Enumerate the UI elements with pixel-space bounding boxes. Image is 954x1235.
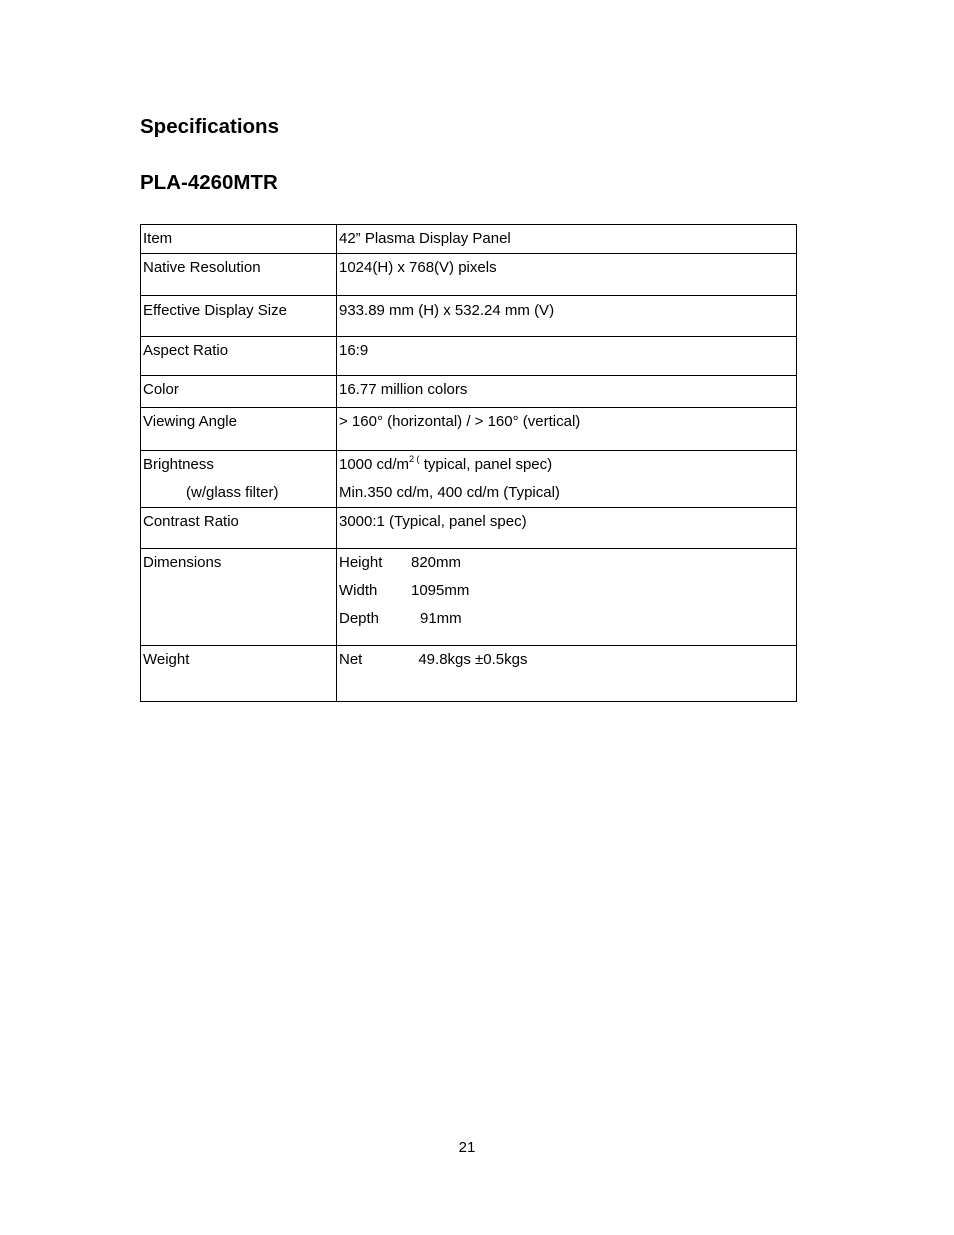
net-label: Net [339,651,363,668]
table-row [141,646,797,702]
brightness-value-2: Min.350 cd/m, 400 cd/m (Typical) [339,484,560,501]
effective-display-size-value: 933.89 mm (H) x 532.24 mm (V) [337,296,797,337]
contrast-ratio-label: Contrast Ratio [141,508,337,549]
brightness-value-sup: 2 ( [409,454,420,464]
table-row [141,451,797,508]
aspect-ratio-label: Aspect Ratio [141,337,337,376]
brightness-value [339,451,796,479]
native-resolution-value: 1024(H) x 768(V) pixels [337,254,797,296]
viewing-angle-label: Viewing Angle [141,408,337,451]
section-title: Specifications [140,115,279,138]
brightness-label-cell [141,451,337,508]
color-label: Color [141,376,337,408]
depth-label: Depth [339,610,380,627]
weight-label: Weight [141,646,337,702]
dimension-height [339,549,796,577]
viewing-angle-value: > 160° (horizontal) / > 160° (vertical) [337,408,797,451]
table-row [141,549,797,646]
height-label: Height [339,554,383,571]
native-resolution-label: Native Resolution [141,254,337,296]
dimensions-value-cell [337,549,797,646]
dimension-width [339,577,796,605]
width-value: 1095mm [411,582,470,599]
brightness-label: Brightness [143,456,214,473]
model-title: PLA-4260MTR [140,171,278,194]
aspect-ratio-value: 16:9 [337,337,797,376]
contrast-ratio-value: 3000:1 (Typical, panel spec) [337,508,797,549]
brightness-value-cell [337,451,797,508]
table-row [141,408,797,451]
spec-table [140,224,797,702]
brightness-value-prefix: 1000 cd/m [339,456,410,473]
table-row [141,508,797,549]
table-row [141,225,797,254]
dimension-depth [339,605,796,633]
table-row [141,254,797,296]
weight-value-cell [337,646,797,702]
item-label: Item [141,225,337,254]
item-value: 42” Plasma Display Panel [337,225,797,254]
height-value: 820mm [411,554,462,571]
page-number: 21 [458,1139,476,1156]
brightness-value-suffix: typical, panel spec) [419,456,553,473]
table-row [141,337,797,376]
effective-display-size-label: Effective Display Size [141,296,337,337]
table-row [141,376,797,408]
net-value: 49.8kgs ±0.5kgs [418,651,528,668]
table-row [141,296,797,337]
color-value: 16.77 million colors [337,376,797,408]
brightness-sublabel: (w/glass filter) [186,484,279,501]
width-label: Width [339,582,378,599]
depth-value: 91mm [420,610,462,627]
dimensions-label: Dimensions [141,549,337,646]
